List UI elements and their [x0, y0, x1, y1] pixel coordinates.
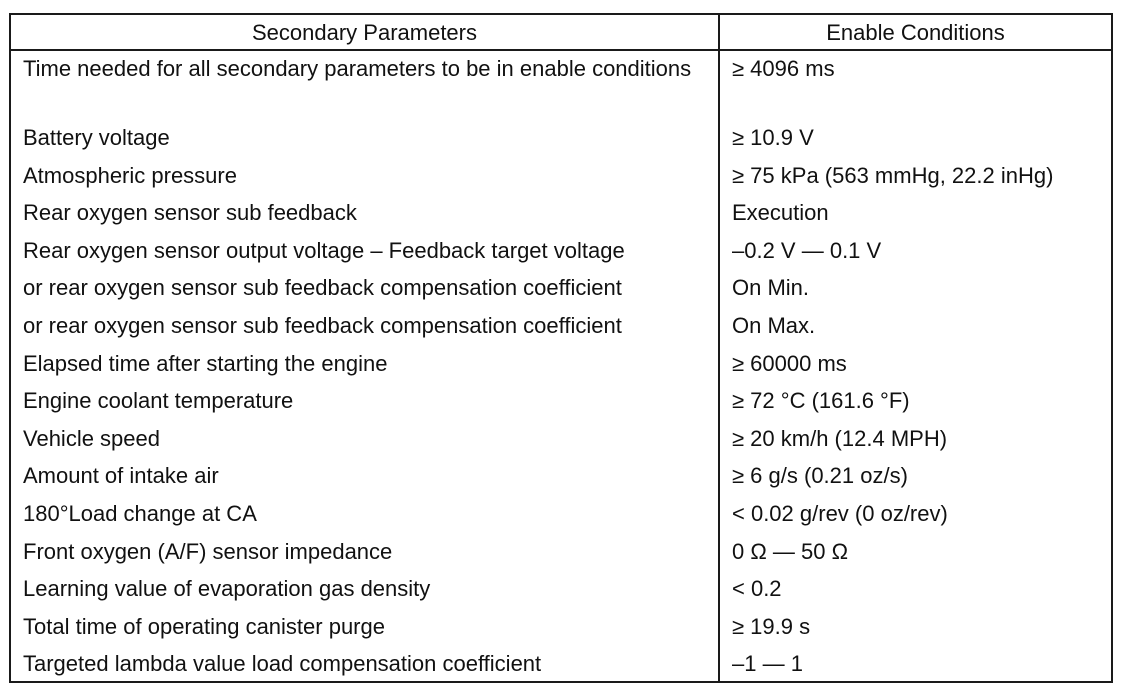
table-row — [10, 532, 1112, 570]
parameter-cell: Targeted lambda value load compensation coefficient — [10, 644, 719, 682]
parameter-cell: Front oxygen (A/F) sensor impedance — [10, 532, 719, 570]
table-row — [10, 644, 1112, 682]
condition-cell: < 0.02 g/rev (0 oz/rev) — [719, 494, 1112, 532]
table-row — [10, 569, 1112, 607]
table-row — [10, 344, 1112, 382]
parameter-cell: or rear oxygen sensor sub feedback compensation coefficient — [10, 306, 719, 344]
condition-cell: Execution — [719, 193, 1112, 231]
header-secondary-parameters: Secondary Parameters — [10, 14, 719, 50]
parameter-cell: Rear oxygen sensor sub feedback — [10, 193, 719, 231]
table-row — [10, 419, 1112, 457]
condition-cell: ≥ 19.9 s — [719, 607, 1112, 645]
parameter-cell: Engine coolant temperature — [10, 381, 719, 419]
parameter-cell: Learning value of evaporation gas density — [10, 569, 719, 607]
parameter-cell: Rear oxygen sensor output voltage – Feedback target voltage — [10, 231, 719, 269]
condition-cell: ≥ 72 °C (161.6 °F) — [719, 381, 1112, 419]
condition-cell: ≥ 6 g/s (0.21 oz/s) — [719, 456, 1112, 494]
condition-cell: –1 — 1 — [719, 644, 1112, 682]
table-row — [10, 494, 1112, 532]
parameter-cell: Amount of intake air — [10, 456, 719, 494]
parameter-cell: Vehicle speed — [10, 419, 719, 457]
condition-cell: On Min. — [719, 268, 1112, 306]
parameter-cell: Elapsed time after starting the engine — [10, 344, 719, 382]
table-row — [10, 118, 1112, 156]
condition-cell: ≥ 60000 ms — [719, 344, 1112, 382]
table-row — [10, 193, 1112, 231]
table-header-row — [10, 14, 1112, 50]
condition-cell: ≥ 4096 ms — [719, 50, 1112, 118]
table-row — [10, 381, 1112, 419]
condition-cell: ≥ 75 kPa (563 mmHg, 22.2 inHg) — [719, 156, 1112, 194]
table-row — [10, 306, 1112, 344]
table-row — [10, 156, 1112, 194]
parameter-cell: Time needed for all secondary parameters to be in enable conditions — [10, 50, 719, 118]
table-row — [10, 268, 1112, 306]
enable-conditions-table — [9, 13, 1113, 683]
parameter-cell: Battery voltage — [10, 118, 719, 156]
parameter-cell: or rear oxygen sensor sub feedback compensation coefficient — [10, 268, 719, 306]
parameter-cell: Atmospheric pressure — [10, 156, 719, 194]
condition-cell: On Max. — [719, 306, 1112, 344]
table-row — [10, 50, 1112, 118]
parameter-cell: 180°Load change at CA — [10, 494, 719, 532]
condition-cell: ≥ 20 km/h (12.4 MPH) — [719, 419, 1112, 457]
parameter-cell: Total time of operating canister purge — [10, 607, 719, 645]
condition-cell: < 0.2 — [719, 569, 1112, 607]
table-row — [10, 607, 1112, 645]
header-enable-conditions: Enable Conditions — [719, 14, 1112, 50]
table-row — [10, 456, 1112, 494]
condition-cell: ≥ 10.9 V — [719, 118, 1112, 156]
condition-cell: –0.2 V — 0.1 V — [719, 231, 1112, 269]
condition-cell: 0 Ω — 50 Ω — [719, 532, 1112, 570]
table-row — [10, 231, 1112, 269]
